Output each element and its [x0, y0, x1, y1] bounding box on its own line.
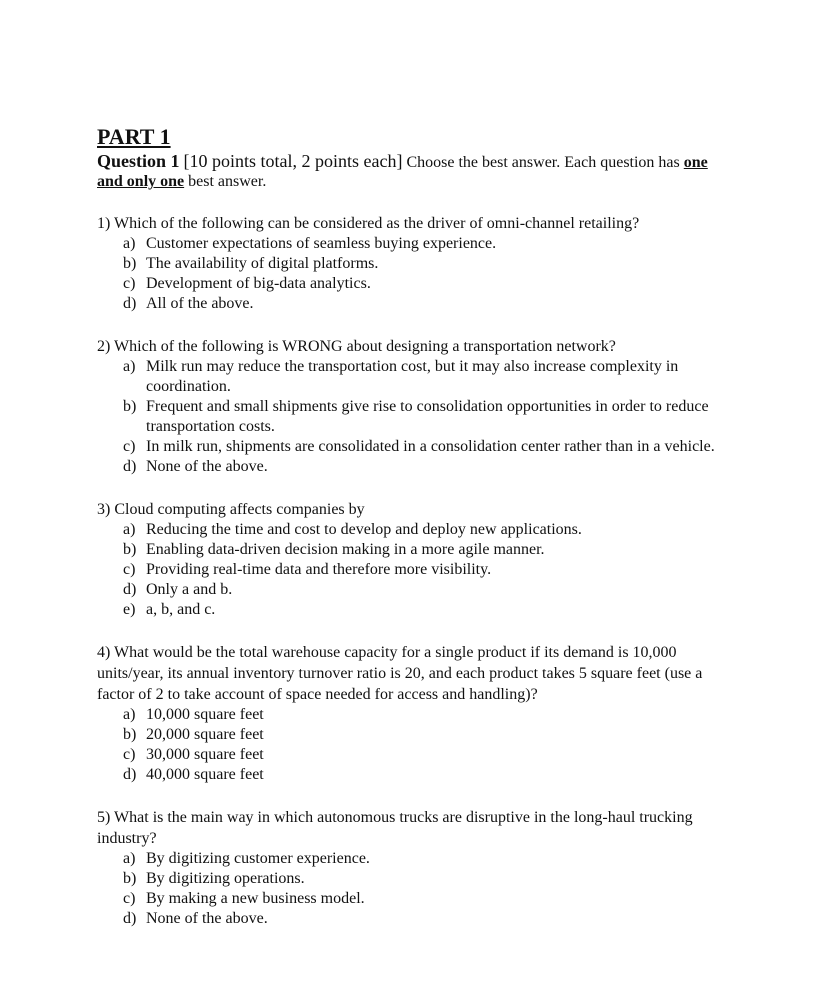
- option-text: Enabling data-driven decision making in a more agile manner.: [146, 541, 545, 558]
- option-letter: d): [123, 295, 137, 312]
- answer-option: [97, 745, 737, 765]
- option-letter: c): [123, 746, 136, 763]
- answer-option: [97, 765, 737, 785]
- option-letter: b): [123, 255, 137, 272]
- answer-option: [97, 234, 737, 254]
- option-text: The availability of digital platforms.: [146, 255, 379, 272]
- option-letter: d): [123, 910, 137, 927]
- answer-option: [97, 294, 737, 314]
- part-title: PART 1: [97, 124, 171, 149]
- option-letter: e): [123, 601, 136, 618]
- option-letter: a): [123, 706, 136, 723]
- option-letter: c): [123, 561, 136, 578]
- instruction-emphasis: one and only one: [97, 154, 708, 190]
- question-stem: 1) Which of the following can be considered as the driver of omni-channel retailing?: [97, 215, 640, 232]
- option-text: Providing real-time data and therefore more visibility.: [146, 561, 492, 578]
- option-letter: c): [123, 890, 136, 907]
- option-letter: d): [123, 766, 137, 783]
- answer-option: [97, 397, 737, 437]
- option-letter: b): [123, 726, 137, 743]
- option-text: All of the above.: [146, 295, 254, 312]
- answer-option: [97, 849, 737, 869]
- question-item: [97, 807, 737, 929]
- instruction-text: Choose the best answer. Each question has: [406, 154, 680, 171]
- answer-option: [97, 540, 737, 560]
- option-text: In milk run, shipments are consolidated in a consolidation center rather than in a vehicle.: [146, 438, 715, 455]
- answer-option: [97, 560, 737, 580]
- answer-options: [97, 234, 737, 314]
- answer-option: [97, 437, 737, 457]
- question-item: [97, 499, 737, 620]
- option-text: Development of big-data analytics.: [146, 275, 371, 292]
- option-letter: b): [123, 870, 137, 887]
- option-text: None of the above.: [146, 458, 268, 475]
- answer-option: [97, 357, 737, 397]
- option-text: 20,000 square feet: [146, 726, 264, 743]
- option-text: Reducing the time and cost to develop and deploy new applications.: [146, 521, 582, 538]
- answer-option: [97, 909, 737, 929]
- option-text: Customer expectations of seamless buying experience.: [146, 235, 497, 252]
- question-label: Question 1: [97, 151, 180, 171]
- option-letter: a): [123, 521, 136, 538]
- option-letter: d): [123, 581, 137, 598]
- question-points: [10 points total, 2 points each]: [183, 151, 403, 171]
- answer-option: [97, 274, 737, 294]
- option-letter: c): [123, 275, 136, 292]
- answer-options: [97, 357, 737, 477]
- question-stem: 3) Cloud computing affects companies by: [97, 501, 365, 518]
- answer-option: [97, 705, 737, 725]
- option-letter: b): [123, 398, 137, 415]
- answer-option: [97, 869, 737, 889]
- question-stem: 5) What is the main way in which autonomous trucks are disruptive in the long-haul trucking industry?: [97, 809, 693, 847]
- answer-option: [97, 520, 737, 540]
- answer-option: [97, 457, 737, 477]
- option-text: Only a and b.: [146, 581, 233, 598]
- question-item: [97, 336, 737, 477]
- question-instructions: [97, 152, 737, 191]
- instruction-text-end: best answer.: [188, 173, 267, 190]
- question-stem: 4) What would be the total warehouse capacity for a single product if its demand is 10,000 units/year, its annual inventory turnover ratio is 20, and each product takes 5 square feet (use a factor of 2 to take account of space needed for access and handling)?: [97, 644, 703, 703]
- option-text: a, b, and c.: [146, 601, 216, 618]
- answer-option: [97, 580, 737, 600]
- option-letter: d): [123, 458, 137, 475]
- option-text: By digitizing customer experience.: [146, 850, 370, 867]
- option-letter: b): [123, 541, 137, 558]
- option-letter: a): [123, 850, 136, 867]
- answer-option: [97, 254, 737, 274]
- question-item: [97, 213, 737, 314]
- question-stem: 2) Which of the following is WRONG about designing a transportation network?: [97, 338, 616, 355]
- option-text: By making a new business model.: [146, 890, 365, 907]
- answer-option: [97, 725, 737, 745]
- answer-options: [97, 849, 737, 929]
- option-letter: c): [123, 438, 136, 455]
- answer-options: [97, 705, 737, 785]
- option-text: Milk run may reduce the transportation cost, but it may also increase complexity in coordination.: [146, 358, 679, 395]
- question-item: [97, 642, 737, 785]
- option-text: Frequent and small shipments give rise to consolidation opportunities in order to reduce transportation costs.: [146, 398, 709, 435]
- option-text: None of the above.: [146, 910, 268, 927]
- answer-options: [97, 520, 737, 620]
- option-letter: a): [123, 235, 136, 252]
- option-text: 40,000 square feet: [146, 766, 264, 783]
- answer-option: [97, 889, 737, 909]
- option-text: 10,000 square feet: [146, 706, 264, 723]
- option-letter: a): [123, 358, 136, 375]
- option-text: By digitizing operations.: [146, 870, 305, 887]
- option-text: 30,000 square feet: [146, 746, 264, 763]
- exam-page: [97, 124, 737, 929]
- answer-option: [97, 600, 737, 620]
